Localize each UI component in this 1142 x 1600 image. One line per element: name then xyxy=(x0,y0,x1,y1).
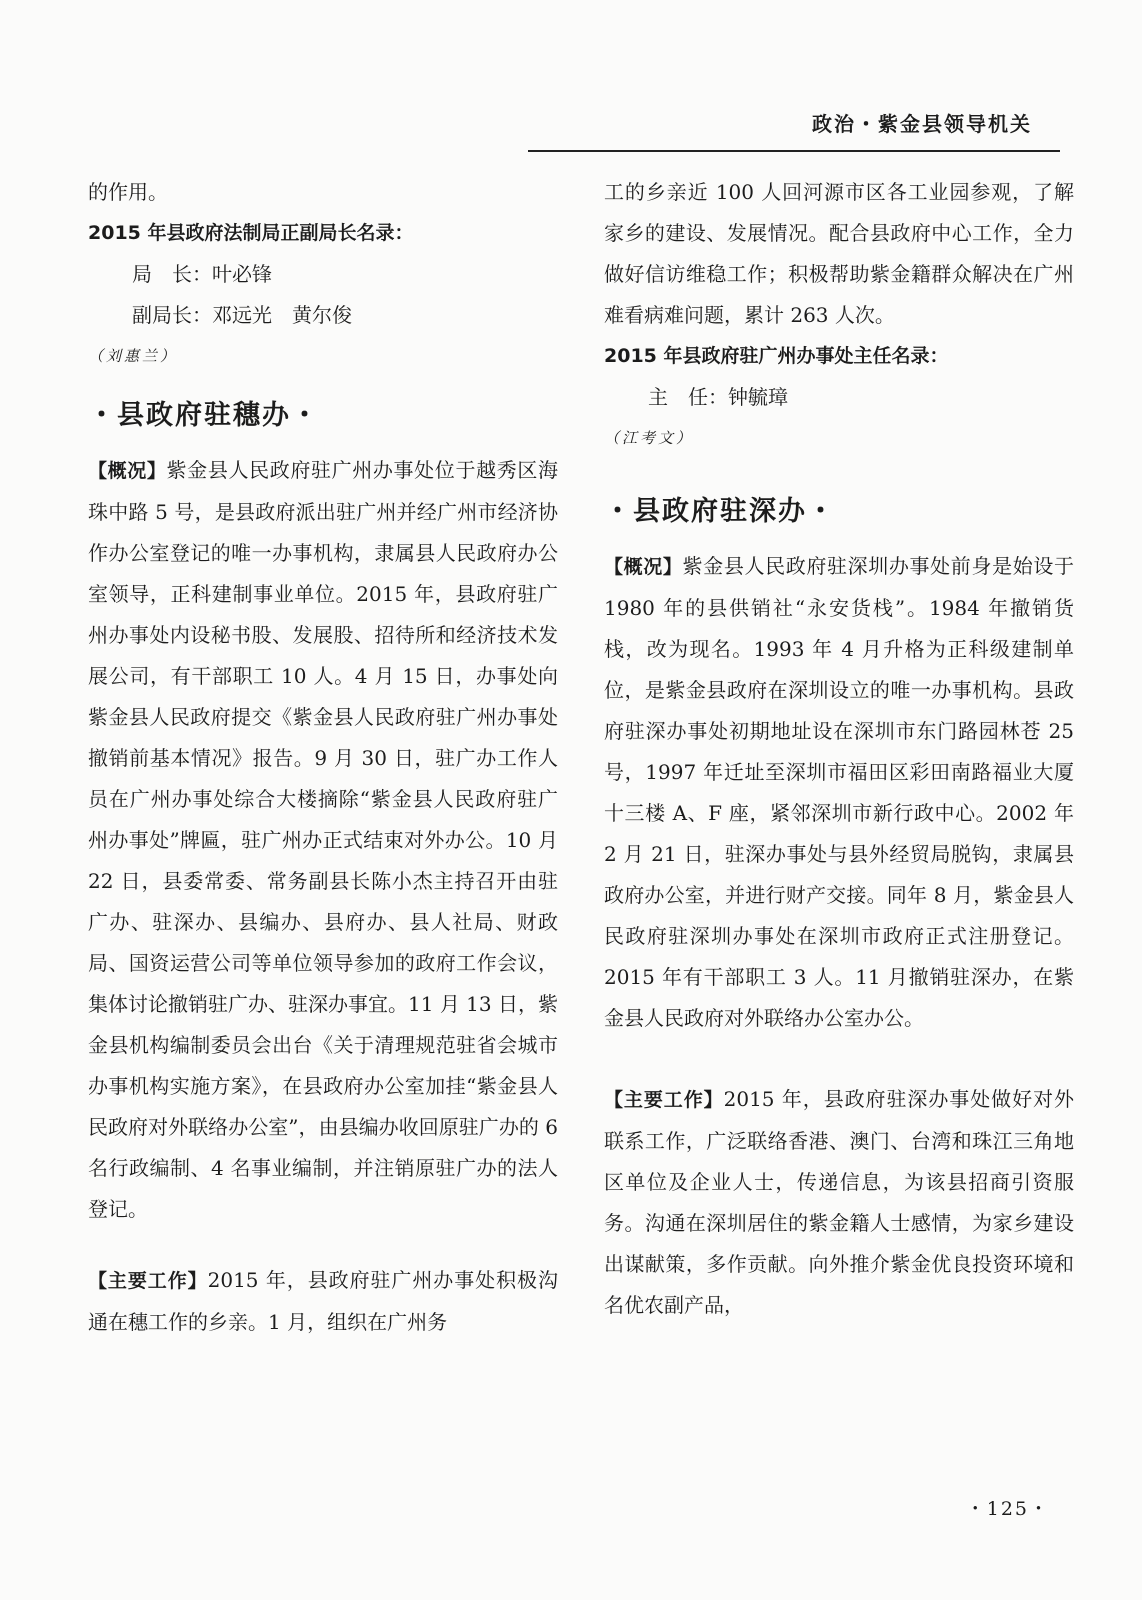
carry-over-line: 的作用。 xyxy=(88,180,168,204)
roster-title: 2015 年县政府法制局正副局长名录： xyxy=(88,222,414,244)
paragraph-text: 紫金县人民政府驻广州办事处位于越秀区海珠中路 5 号，是县政府派出驻广州并经广州市经济协作办公室登记的唯一办事机构，隶属县人民政府办公室领导，正科建制事业单位。2015 年，县政府驻广州办事处内设秘书股、发展股、招待所和经济技术发展公司，有干部职工 10 人。4 月 15 日，办事处向紫金县人民政府提交《紫金县人民政府驻广州办事处撤销前基本情况》报告。9 月 30 日，驻广办工作人员在广州办事处综合大楼摘除“紫金县人民政府驻广州办事处”牌匾，驻广州办正式结束对外办公。10 月 22 日，县委常委、常务副县长陈小杰主持召开由驻广办、驻深办、县编办、县府办、县人社局、财政局、国资运营公司等单位领导参加的政府工作会议，集体讨论撤销驻广办、驻深办事宜。11 月 13 日，紫金县机构编制委员会出台《关于清理规范驻省会城市办事机构实施方案》，在县政府办公室加挂“紫金县人民政府对外联络办公室”，由县编办收回原驻广办的 6 名行政编制、4 名事业编制，并注销原驻广办的法人登记。 xyxy=(88,458,558,1221)
right-column xyxy=(604,172,1074,1326)
roster-title: 2015 年县政府驻广州办事处主任名录： xyxy=(604,345,949,367)
paragraph-work xyxy=(88,1260,558,1343)
paragraph-tag: 【主要工作】 xyxy=(604,1089,724,1111)
roster-line: 副局长：邓远光 黄尔俊 xyxy=(132,303,352,327)
paragraph-text: 2015 年，县政府驻深办事处做好对外联系工作，广泛联络香港、澳门、台湾和珠江三角地区单位及企业人士，传递信息，为该县招商引资服务。沟通在深圳居住的紫金籍人士感情，为家乡建设出谋献策，多作贡献。向外推介紫金优良投资环境和名优农副产品， xyxy=(604,1087,1074,1317)
author-credit: （刘惠兰） xyxy=(88,347,179,365)
section-title: ・县政府驻深办・ xyxy=(604,496,836,527)
roster-line: 局 长：叶必锋 xyxy=(132,262,272,286)
paragraph-overview xyxy=(604,546,1074,1039)
paragraph-tag: 【概况】 xyxy=(88,460,167,482)
carry-over-paragraph: 工的乡亲近 100 人回河源市区各工业园参观，了解家乡的建设、发展情况。配合县政府中心工作，全力做好信访维稳工作；积极帮助紫金籍群众解决在广州难看病难问题，累计 263 人次。 xyxy=(604,180,1074,327)
paragraph-tag: 【概况】 xyxy=(604,556,683,578)
author-credit: （江考文） xyxy=(604,429,695,447)
paragraph-work xyxy=(604,1079,1074,1326)
left-column xyxy=(88,172,558,1343)
paragraph-text: 2015 年，县政府驻广州办事处积极沟通在穗工作的乡亲。1 月，组织在广州务 xyxy=(88,1268,558,1334)
roster-line: 主 任：钟毓璋 xyxy=(648,385,788,409)
paragraph-tag: 【主要工作】 xyxy=(88,1270,208,1292)
paragraph-text: 紫金县人民政府驻深圳办事处前身是始设于 1980 年的县供销社“永安货栈”。1984 年撤销货栈，改为现名。1993 年 4 月升格为正科级建制单位，是紫金县政府在深圳设立的唯一办事机构。县政府驻深办事处初期地址设在深圳市东门路园林苍 25 号，1997 年迁址至深圳市福田区彩田南路福业大厦十三楼 A、F 座，紧邻深圳市新行政中心。2002 年 2 月 21 日，驻深办事处与县外经贸局脱钩，隶属县政府办公室，并进行财产交接。同年 8 月，紫金县人民政府驻深圳办事处在深圳市政府正式注册登记。2015 年有干部职工 3 人。11 月撤销驻深办，在紫金县人民政府对外联络办公室办公。 xyxy=(604,554,1074,1030)
paragraph-overview xyxy=(88,450,558,1230)
page-number: ・125・ xyxy=(965,1498,1050,1520)
header-rule xyxy=(528,150,1060,152)
running-header: 政治・紫金县领导机关 xyxy=(812,112,1032,136)
section-title: ・县政府驻穗办・ xyxy=(88,400,320,431)
